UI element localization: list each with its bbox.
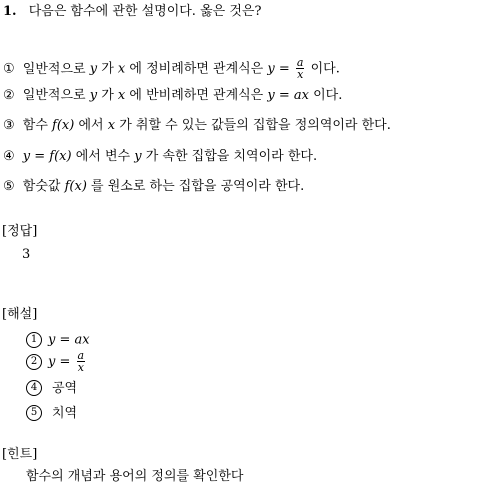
option-1-var-y: y	[89, 61, 98, 77]
explanation-item-3-text: 공역	[52, 380, 78, 396]
option-4	[3, 150, 317, 163]
option-5	[3, 180, 304, 193]
option-2	[3, 89, 342, 102]
option-5-expr: f(x)	[64, 179, 87, 194]
option-4-post: 가 속한 집합을 치역이라 한다.	[141, 149, 318, 164]
explanation-item-2-fraction	[77, 350, 86, 374]
explanation-item-2-lhs: y =	[48, 354, 71, 370]
option-1-lhs: y =	[267, 61, 290, 77]
explanation-item-2-frac-den: x	[77, 361, 84, 374]
option-5-pre: 함숫값	[22, 179, 65, 194]
question-line	[3, 5, 261, 18]
answer-label: [정답]	[2, 224, 38, 239]
hint-text: 함수의 개념과 용어의 정의를 확인한다	[26, 469, 244, 484]
option-3-pre: 함수	[22, 118, 53, 133]
option-2-expr: y = ax	[267, 88, 309, 103]
option-2-var-y: y	[89, 88, 98, 103]
explanation-label: [해설]	[2, 307, 38, 322]
explanation-item-3-mark: 4	[26, 380, 42, 396]
explanation-item-4-mark: 5	[26, 405, 42, 421]
option-1-var-x: x	[117, 61, 126, 77]
option-1-post: 이다.	[306, 61, 340, 77]
question-text: 다음은 함수에 관한 설명이다. 옳은 것은?	[28, 4, 262, 19]
option-1-frac-den: x	[297, 68, 304, 81]
hint-label: [힌트]	[2, 447, 38, 462]
explanation-item-1-mark: 1	[26, 332, 42, 348]
explanation-item-2	[26, 350, 87, 374]
explanation-item-4-text: 치역	[52, 405, 78, 421]
option-1-frac-num: a	[296, 56, 304, 69]
option-3-mid1: 에서	[74, 118, 108, 133]
option-1	[3, 57, 340, 81]
option-5-mark: ⑤	[3, 179, 15, 194]
option-4-mid1: 에서 변수	[71, 149, 135, 164]
option-3-post: 가 취할 수 있는 값들의 집합을 정의역이라 한다.	[115, 118, 391, 133]
explanation-item-2-mark: 2	[26, 354, 42, 370]
question-number: 1.	[3, 4, 17, 19]
option-1-mid1: 가	[97, 61, 118, 77]
option-3-expr: f(x)	[52, 118, 75, 133]
option-4-expr: y = f(x)	[22, 149, 72, 164]
option-3-var-x: x	[107, 118, 116, 133]
option-2-mid2: 에 반비례하면 관계식은	[125, 88, 268, 103]
option-2-pre: 일반적으로	[22, 88, 90, 103]
option-4-mark: ④	[3, 149, 15, 164]
explanation-item-2-frac-num: a	[77, 349, 85, 362]
explanation-item-1	[26, 332, 90, 348]
answer-value: 3	[22, 247, 31, 262]
explanation-item-1-expr: y = ax	[48, 332, 90, 348]
option-2-mid1: 가	[97, 88, 118, 103]
option-1-mark: ①	[3, 61, 15, 77]
option-3-mark: ③	[3, 118, 15, 133]
explanation-item-3	[26, 380, 77, 396]
option-2-mark: ②	[3, 88, 15, 103]
option-1-mid2: 에 정비례하면 관계식은	[125, 61, 268, 77]
option-5-post: 를 원소로 하는 집합을 공역이라 한다.	[86, 179, 305, 194]
explanation-item-4	[26, 405, 77, 421]
option-1-pre: 일반적으로	[22, 61, 90, 77]
option-4-var-y: y	[134, 149, 142, 164]
option-2-var-x: x	[117, 88, 126, 103]
option-3	[3, 119, 391, 132]
option-1-fraction	[296, 57, 305, 81]
option-2-post: 이다.	[308, 88, 343, 103]
